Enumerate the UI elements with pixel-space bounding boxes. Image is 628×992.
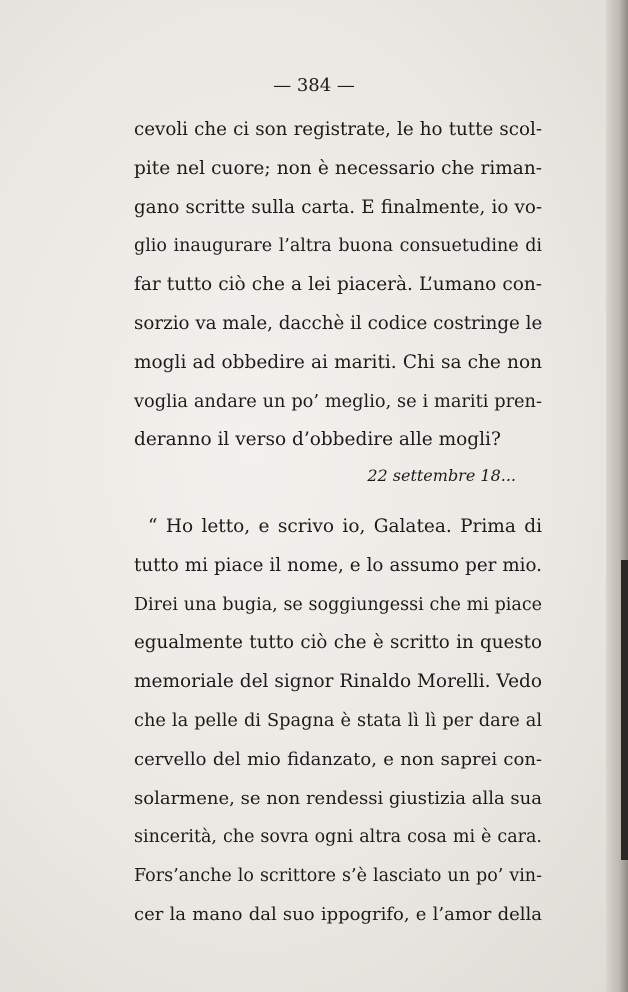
text-line: far tutto ciò che a lei piacerà. L’umano con- — [134, 274, 542, 296]
text-line: deranno il verso d’obbedire alle mogli? — [134, 429, 501, 451]
text-line: egualmente tutto ciò che è scritto in questo — [134, 632, 542, 654]
text-line: cer la mano dal suo ippogrifo, e l’amor della — [134, 903, 542, 925]
text-line: gano scritte sulla carta. E finalmente, io vo- — [134, 196, 542, 218]
text-line: solarmene, se non rendessi giustizia alla sua — [134, 787, 542, 809]
text-line: Fors’anche lo scrittore s’è lasciato un po’ vin- — [134, 866, 542, 887]
text-line: Direi una bugia, se soggiungessi che mi piace — [134, 594, 542, 615]
text-line: che la pelle di Spagna è stata lì lì per dare al — [134, 710, 542, 731]
text-line: “ Ho letto, e scrivo io, Galatea. Prima di — [148, 516, 542, 537]
page-number: — 384 — — [273, 75, 355, 96]
text-line: cevoli che ci son registrate, le ho tutte scol- — [134, 119, 542, 140]
text-line: tutto mi piace il nome, e lo assumo per mio. — [134, 554, 542, 576]
date-line: 22 settembre 18... — [367, 466, 516, 485]
binding-shadow — [621, 560, 628, 860]
text-line: voglia andare un po’ meglio, se i mariti pren- — [134, 391, 542, 412]
text-line: cervello del mio fidanzato, e non saprei con- — [134, 748, 542, 770]
text-line: memoriale del signor Rinaldo Morelli. Vedo — [134, 671, 542, 693]
paragraph-2 — [134, 508, 542, 935]
text-line: mogli ad obbedire ai mariti. Chi sa che non — [134, 351, 542, 373]
text-line: sorzio va male, dacchè il codice costringe le — [134, 312, 543, 334]
text-line: glio inaugurare l’altra buona consuetudine di — [134, 236, 542, 257]
text-line: pite nel cuore; non è necessario che riman- — [134, 157, 542, 179]
page-edge-shadow — [606, 0, 628, 992]
text-line: sincerità, che sovra ogni altra cosa mi è cara. — [134, 827, 542, 848]
paragraph-1 — [134, 111, 542, 460]
